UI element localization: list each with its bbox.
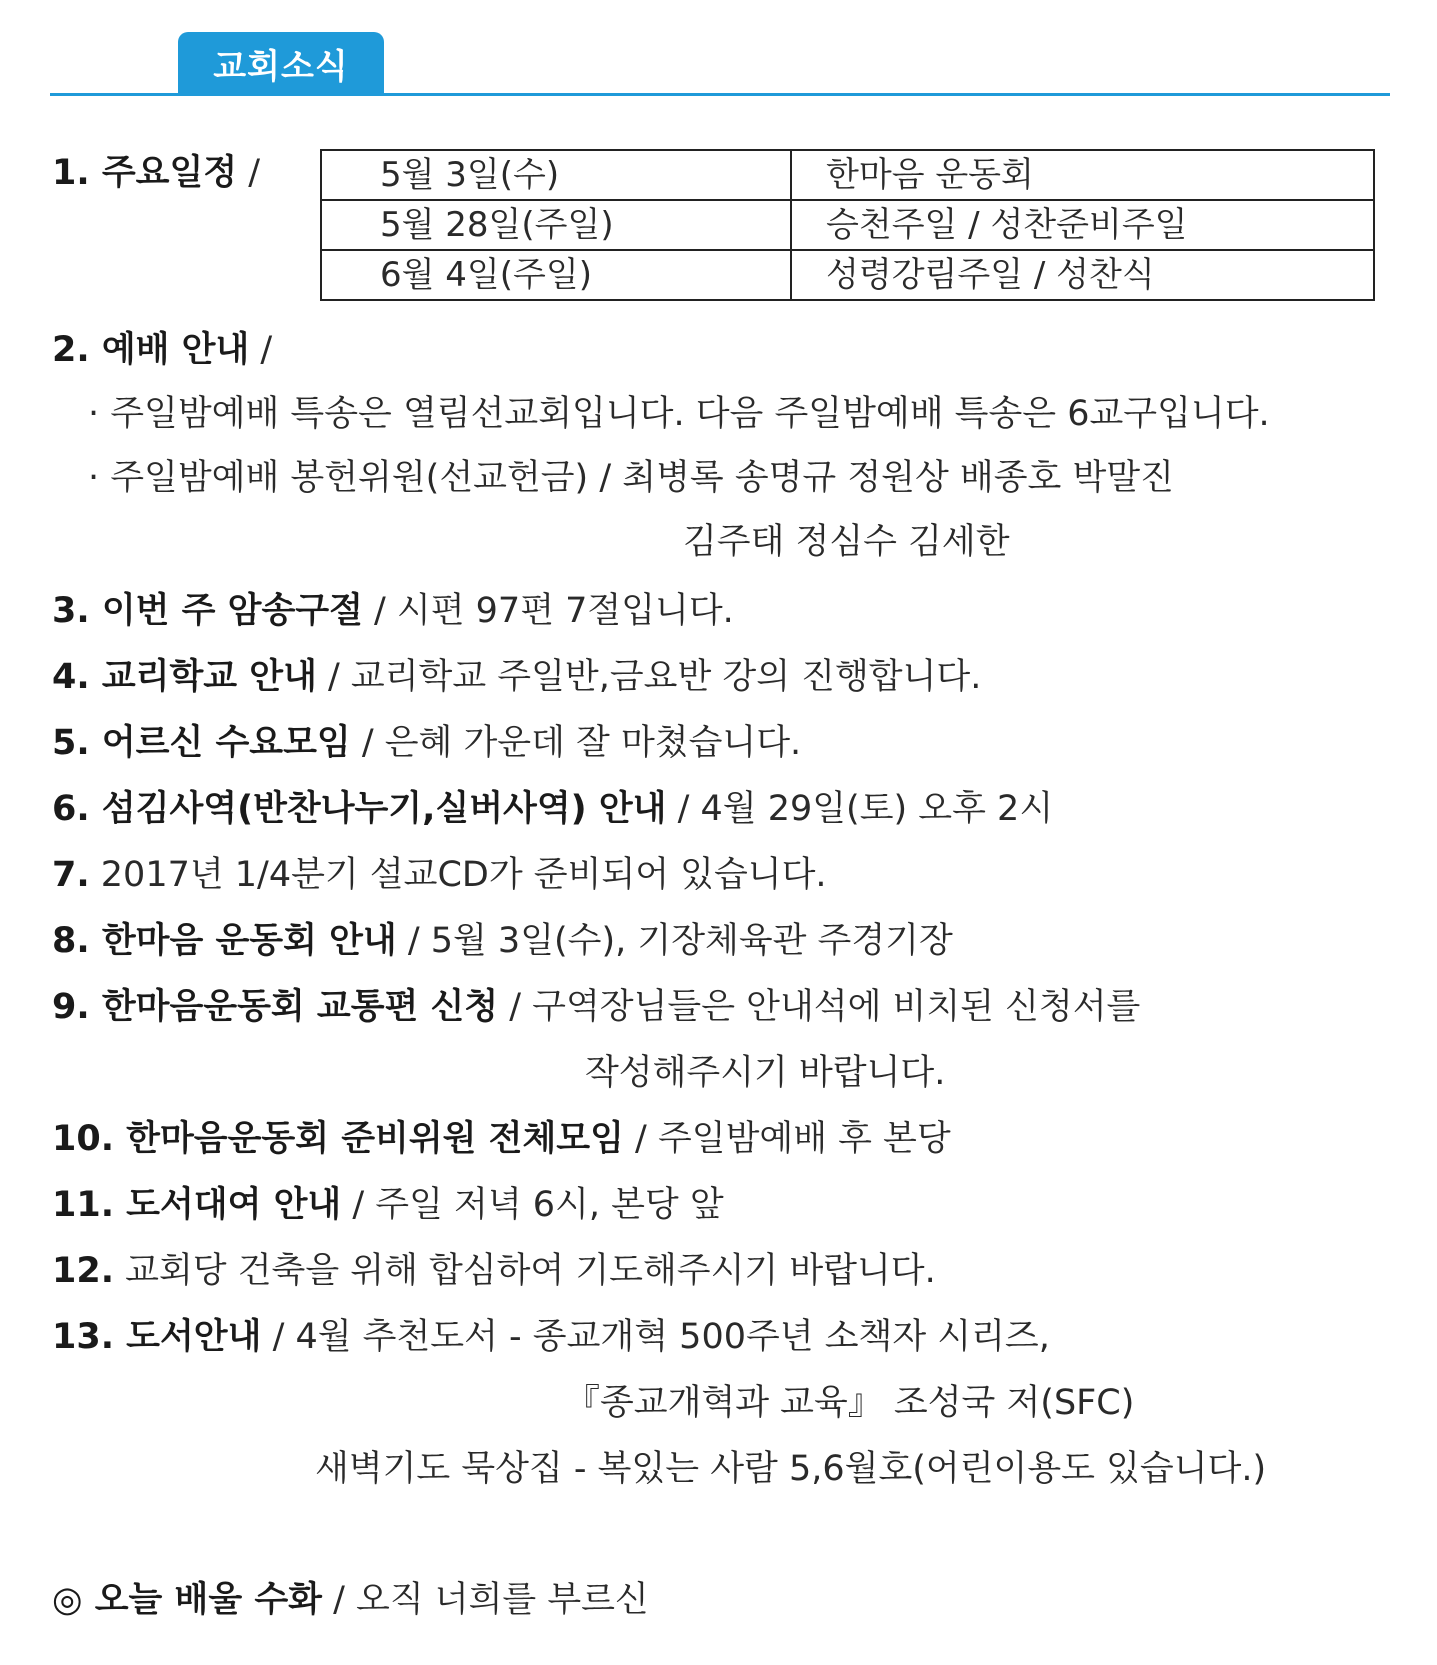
schedule-table bbox=[320, 149, 1375, 301]
item-3-text: / 시편 97편 7절입니다. bbox=[362, 591, 734, 631]
sign-language-text: / 오직 너희를 부르신 bbox=[321, 1580, 649, 1620]
item-1-heading: 1. 주요일정 bbox=[52, 153, 238, 193]
item-4-text: / 교리학교 주일반,금요반 강의 진행합니다. bbox=[316, 657, 982, 697]
item-1 bbox=[52, 153, 260, 193]
item-2-separator: / bbox=[249, 330, 273, 370]
item-11-heading: 11. 도서대여 안내 bbox=[52, 1185, 342, 1225]
item-7-number: 7. bbox=[52, 855, 90, 895]
item-6-heading: 6. 섬김사역(반찬나누기,실버사역) 안내 bbox=[52, 789, 667, 829]
item-11-text: / 주일 저녁 6시, 본당 앞 bbox=[341, 1185, 724, 1225]
item-9 bbox=[52, 987, 1141, 1027]
item-4-heading: 4. 교리학교 안내 bbox=[52, 657, 317, 697]
item-2-heading: 2. 예배 안내 bbox=[52, 330, 250, 370]
item-7-text: 2017년 1/4분기 설교CD가 준비되어 있습니다. bbox=[89, 855, 827, 895]
item-9-continuation: 작성해주시기 바랍니다. bbox=[585, 1053, 946, 1093]
item-8-text: / 5월 3일(수), 기장체육관 주경기장 bbox=[396, 921, 953, 961]
header-divider bbox=[50, 93, 1390, 96]
item-10-heading: 10. 한마음운동회 준비위원 전체모임 bbox=[52, 1119, 624, 1159]
item-2-bullet-continuation: 김주태 정심수 김세한 bbox=[683, 522, 1010, 562]
item-2-bullet: · 주일밤예배 특송은 열림선교회입니다. 다음 주일밤예배 특송은 6교구입니다. bbox=[88, 394, 1270, 434]
schedule-event: 승천주일 / 성찬준비주일 bbox=[791, 200, 1374, 250]
schedule-date: 6월 4일(주일) bbox=[321, 250, 791, 300]
table-row bbox=[321, 250, 1374, 300]
item-2-bullet: · 주일밤예배 봉헌위원(선교헌금) / 최병록 송명규 정원상 배종호 박말진 bbox=[88, 458, 1174, 498]
section-title-tab bbox=[178, 32, 384, 94]
item-13-continuation: 『종교개혁과 교육』 조성국 저(SFC) bbox=[565, 1383, 1135, 1423]
item-13-text: / 4월 추천도서 - 종교개혁 500주년 소책자 시리즈, bbox=[261, 1317, 1050, 1357]
item-5-heading: 5. 어르신 수요모임 bbox=[52, 723, 351, 763]
item-8 bbox=[52, 921, 953, 961]
item-6 bbox=[52, 789, 1054, 829]
item-7 bbox=[52, 855, 827, 895]
item-12-text: 교회당 건축을 위해 합심하여 기도해주시기 바랍니다. bbox=[114, 1251, 936, 1291]
item-12-number: 12. bbox=[52, 1251, 115, 1291]
item-6-text: / 4월 29일(토) 오후 2시 bbox=[666, 789, 1054, 829]
item-13-heading: 13. 도서안내 bbox=[52, 1317, 262, 1357]
schedule-date: 5월 3일(수) bbox=[321, 150, 791, 200]
item-11 bbox=[52, 1185, 724, 1225]
sign-language-song bbox=[52, 1580, 649, 1620]
item-12 bbox=[52, 1251, 936, 1291]
table-row bbox=[321, 150, 1374, 200]
item-3-heading: 3. 이번 주 암송구절 bbox=[52, 591, 363, 631]
item-2 bbox=[52, 330, 273, 370]
item-10 bbox=[52, 1119, 951, 1159]
schedule-date: 5월 28일(주일) bbox=[321, 200, 791, 250]
section-title: 교회소식 bbox=[213, 46, 349, 87]
schedule-event: 한마음 운동회 bbox=[791, 150, 1374, 200]
item-1-separator: / bbox=[237, 153, 260, 193]
sign-language-heading: ◎ 오늘 배울 수화 bbox=[52, 1580, 322, 1620]
item-5-text: / 은혜 가운데 잘 마쳤습니다. bbox=[350, 723, 802, 763]
item-5 bbox=[52, 723, 802, 763]
item-8-heading: 8. 한마음 운동회 안내 bbox=[52, 921, 397, 961]
schedule-event: 성령강림주일 / 성찬식 bbox=[791, 250, 1374, 300]
item-10-text: / 주일밤예배 후 본당 bbox=[623, 1119, 951, 1159]
item-9-heading: 9. 한마음운동회 교통편 신청 bbox=[52, 987, 499, 1027]
item-13-continuation: 새벽기도 묵상집 - 복있는 사람 5,6월호(어린이용도 있습니다.) bbox=[315, 1449, 1267, 1489]
item-3 bbox=[52, 591, 734, 631]
item-4 bbox=[52, 657, 982, 697]
item-13 bbox=[52, 1317, 1050, 1357]
item-9-text: / 구역장님들은 안내석에 비치된 신청서를 bbox=[498, 987, 1141, 1027]
table-row bbox=[321, 200, 1374, 250]
